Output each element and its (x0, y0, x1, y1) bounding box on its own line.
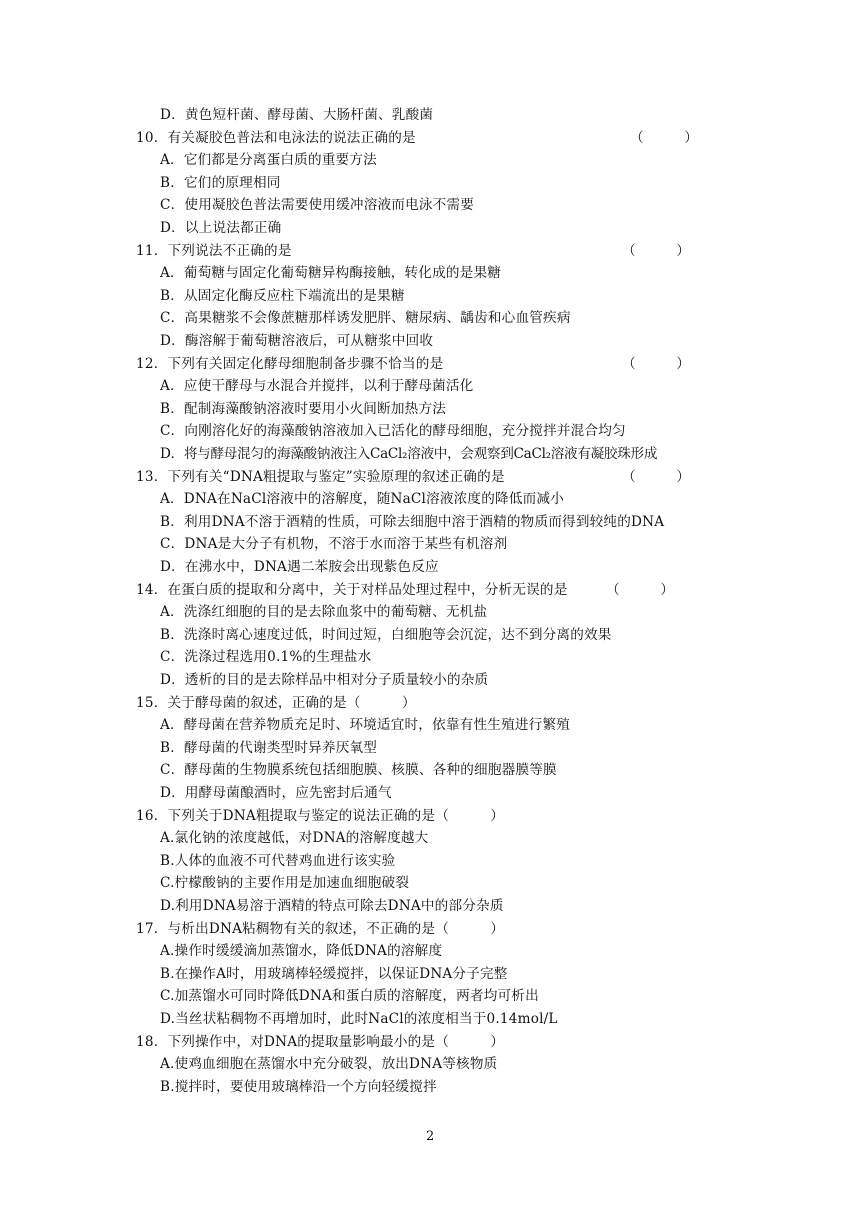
page-number: 2 (426, 1129, 435, 1144)
option: A．洗涤红细胞的目的是去除血浆中的葡萄糖、无机盐 (160, 604, 488, 620)
option: C．高果糖浆不会像蔗糖那样诱发肥胖、糖尿病、龋齿和心血管疾病 (160, 310, 571, 326)
option: D.当丝状粘稠物不再增加时，此时NaCl的浓度相当于0.14mol/L (160, 1011, 558, 1027)
question-stem: 15．关于酵母菌的叙述，正确的是（ ） (136, 695, 416, 711)
option: D.利用DNA易溶于酒精的特点可除去DNA中的部分杂质 (160, 898, 504, 914)
option: A．DNA在NaCl溶液中的溶解度，随NaCl溶液浓度的降低而减小 (160, 491, 564, 507)
option: D．透析的目的是去除样品中相对分子质量较小的杂质 (160, 672, 489, 688)
question-stem: 10．有关凝胶色普法和电泳法的说法正确的是 (136, 130, 416, 146)
option: B.搅拌时，要使用玻璃棒沿一个方向轻缓搅拌 (160, 1079, 437, 1095)
option: D．黄色短杆菌、酵母菌、大肠杆菌、乳酸菌 (160, 107, 434, 123)
option: C．酵母菌的生物膜系统包括细胞膜、核膜、各种的细胞器膜等膜 (160, 762, 557, 778)
option: B．利用DNA不溶于酒精的性质，可除去细胞中溶于酒精的物质而得到较纯的DNA (160, 514, 665, 530)
option: D．酶溶解于葡萄糖溶液后，可从糖浆中回收 (160, 333, 434, 349)
option: C．洗涤过程选用0.1%的生理盐水 (160, 649, 372, 665)
option: A．酵母菌在营养物质充足时、环境适宜时，依靠有性生殖进行繁殖 (160, 717, 571, 733)
option: A.使鸡血细胞在蒸馏水中充分破裂，放出DNA等核物质 (160, 1056, 498, 1072)
option: B.人体的血液不可代替鸡血进行该实验 (160, 853, 396, 869)
option: B．酵母菌的代谢类型时异养厌氧型 (160, 740, 378, 756)
option: C．使用凝胶色普法需要使用缓冲溶液而电泳不需要 (160, 197, 475, 213)
option: D．在沸水中，DNA遇二苯胺会出现紫色反应 (160, 559, 439, 575)
option: B．从固定化酶反应柱下端流出的是果糖 (160, 288, 405, 304)
option: C.柠檬酸钠的主要作用是加速血细胞破裂 (160, 875, 410, 891)
option: A．它们都是分离蛋白质的重要方法 (160, 152, 377, 168)
option: B.在操作A时，用玻璃棒轻缓搅拌，以保证DNA分子完整 (160, 966, 508, 982)
answer-paren: （ ） (622, 243, 690, 259)
option: D．用酵母菌酿酒时，应先密封后通气 (160, 785, 392, 801)
option: B．配制海藻酸钠溶液时要用小火间断加热方法 (160, 401, 447, 417)
question-stem: 16．下列关于DNA粗提取与鉴定的说法正确的是（ ） (136, 808, 505, 824)
option: B．洗涤时离心速度过低，时间过短，白细胞等会沉淀，达不到分离的效果 (160, 627, 612, 643)
answer-paren: （ ） (622, 469, 690, 485)
question-stem: 18．下列操作中，对DNA的提取量影响最小的是（ ） (136, 1034, 505, 1050)
option: D．以上说法都正确 (160, 220, 282, 236)
answer-paren: （ ） (606, 582, 674, 598)
option: C.加蒸馏水可同时降低DNA和蛋白质的溶解度，两者均可析出 (160, 988, 539, 1004)
option: C．向刚溶化好的海藻酸钠溶液加入已活化的酵母细胞，充分搅拌并混合均匀 (160, 423, 626, 439)
option: B．它们的原理相同 (160, 175, 281, 191)
question-stem: 17．与析出DNA粘稠物有关的叙述，不正确的是（ ） (136, 921, 505, 937)
question-stem: 14．在蛋白质的提取和分离中，关于对样品处理过程中，分析无误的是 (136, 582, 568, 598)
option: D．将与酵母混匀的海藻酸钠液注入CaCl₂溶液中，会观察到CaCl₂溶液有凝胶珠形成 (160, 446, 658, 462)
question-stem: 12．下列有关固定化酵母细胞制备步骤不恰当的是 (136, 356, 444, 372)
option: A．葡萄糖与固定化葡萄糖异构酶接触，转化成的是果糖 (160, 265, 502, 281)
option: C．DNA是大分子有机物，不溶于水而溶于某些有机溶剂 (160, 536, 508, 552)
option: A．应使干酵母与水混合并搅拌，以利于酵母菌活化 (160, 378, 474, 394)
option: A.氯化钠的浓度越低，对DNA的溶解度越大 (160, 830, 429, 846)
answer-paren: （ ） (630, 130, 698, 146)
option: A.操作时缓缓滴加蒸馏水，降低DNA的溶解度 (160, 943, 443, 959)
question-stem: 11．下列说法不正确的是 (136, 243, 292, 259)
question-stem: 13．下列有关“DNA粗提取与鉴定”实验原理的叙述正确的是 (136, 469, 505, 485)
answer-paren: （ ） (622, 356, 690, 372)
